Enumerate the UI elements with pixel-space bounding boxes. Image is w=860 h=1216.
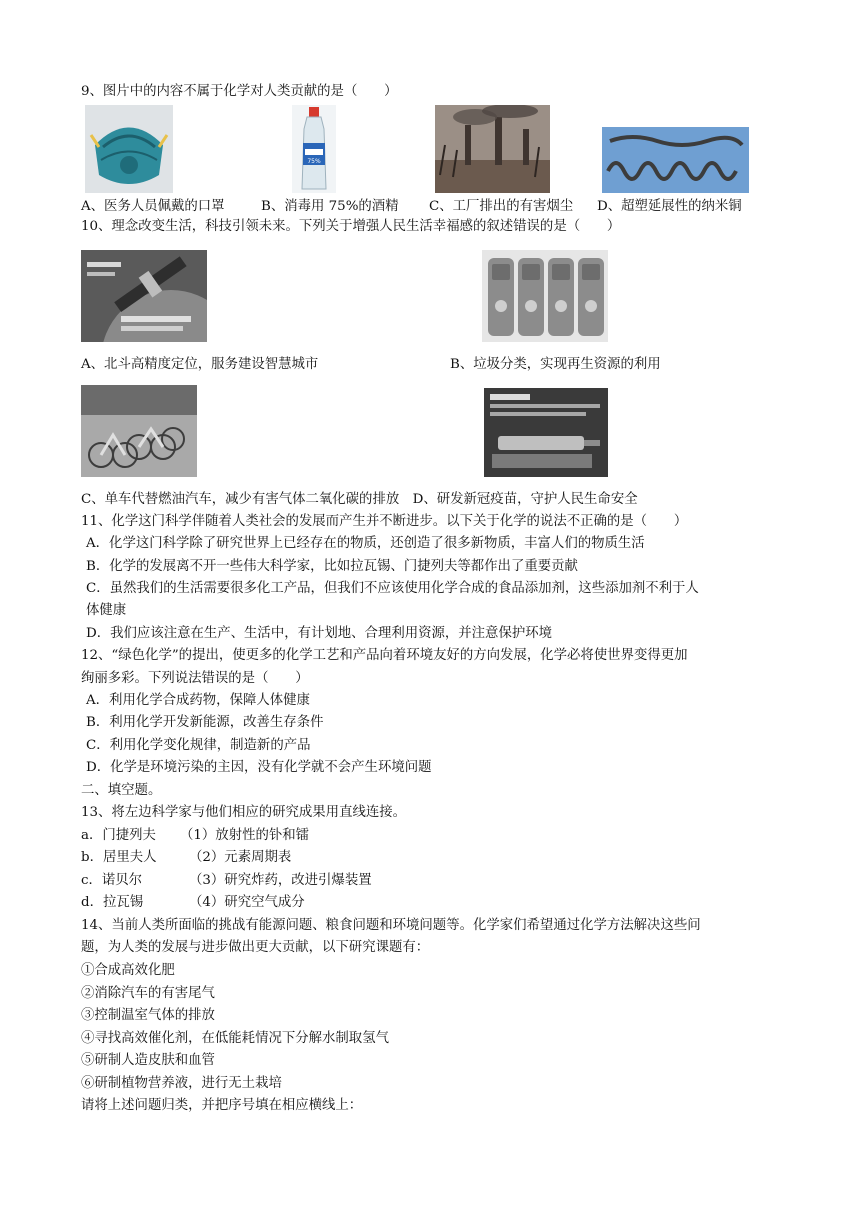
alcohol-label: 75%: [307, 158, 321, 165]
q11-stem: 11、化学这门科学伴随着人类社会的发展而产生并不断进步。以下关于化学的说法不正确的是（ ）: [81, 514, 688, 529]
satellite-icon: [81, 250, 207, 342]
q13-stem: 13、将左边科学家与他们相应的研究成果用直线连接。: [81, 805, 407, 820]
q14-instruction: 请将上述问题归类，并把序号填在相应横线上：: [81, 1098, 363, 1113]
q11-option-c-line1: C．虽然我们的生活需要很多化工产品，但我们不应该使用化学合成的食品添加剂，这些添加剂不利于人: [86, 581, 699, 596]
q11-option-c-line2: 体健康: [86, 603, 127, 618]
factory-smoke-icon: [435, 105, 550, 193]
q13-left-a: a．门捷列夫: [81, 828, 156, 843]
q14-stem-line1: 14、当前人类所面临的挑战有能源问题、粮食问题和环境问题等。化学家们希望通过化学方法解决这些问: [81, 918, 701, 933]
q12-stem-line2: 绚丽多彩。下列说法错误的是（ ）: [81, 671, 309, 686]
q11-option-a: A．化学这门科学除了研究世界上已经存在的物质，还创造了很多新物质，丰富人们的物质生活: [86, 536, 645, 551]
q13-right-1: （1）放射性的钋和镭: [180, 828, 310, 843]
nano-copper-icon: [602, 127, 749, 193]
q10-option-a: A、北斗高精度定位，服务建设智慧城市: [81, 357, 319, 372]
q13-right-4: （4）研究空气成分: [189, 895, 305, 910]
alcohol-bottle-icon: [292, 105, 336, 193]
q11-option-d: D．我们应该注意在生产、生活中，有计划地、合理利用资源，并注意保护环境: [86, 626, 553, 641]
q13-left-c: c．诺贝尔: [81, 873, 143, 888]
q12-option-c: C．利用化学变化规律，制造新的产品: [86, 738, 311, 753]
q14-stem-line2: 题，为人类的发展与进步做出更大贡献，以下研究课题有：: [81, 940, 430, 955]
q11-option-b: B．化学的发展离不开一些伟大科学家，比如拉瓦锡、门捷列夫等都作出了重要贡献: [86, 559, 578, 574]
q13-right-3: （3）研究炸药，改进引爆装置: [189, 873, 372, 888]
q9-option-a: A、医务人员佩戴的口罩: [81, 199, 225, 214]
q10-option-cd: C、单车代替燃油汽车，减少有害气体二氧化碳的排放 D、研发新冠疫苗，守护人民生命安全: [81, 492, 638, 507]
q14-item-2: ②消除汽车的有害尾气: [81, 986, 215, 1001]
q13-left-d: d．拉瓦锡: [81, 895, 144, 910]
mask-icon: [85, 105, 173, 193]
q14-item-5: ⑤研制人造皮肤和血管: [81, 1053, 215, 1068]
q10-option-b: B、垃圾分类，实现再生资源的利用: [450, 357, 661, 372]
q12-stem-line1: 12、“绿色化学”的提出，使更多的化学工艺和产品向着环境友好的方向发展，化学必将使世界变得更加: [81, 648, 688, 663]
recycle-bins-icon: [482, 250, 608, 342]
section-heading: 二、填空题。: [81, 783, 162, 798]
q9-option-b: B、消毒用 75%的酒精: [261, 199, 399, 214]
q14-item-4: ④寻找高效催化剂，在低能耗情况下分解水制取氢气: [81, 1031, 389, 1046]
q13-right-2: （2）元素周期表: [189, 850, 292, 865]
q9-option-d: D、超塑延展性的纳米铜: [597, 199, 742, 214]
bicycles-icon: [81, 385, 197, 477]
vaccine-icon: [484, 388, 608, 477]
q14-item-6: ⑥研制植物营养液，进行无土栽培: [81, 1076, 282, 1091]
q12-option-a: A．利用化学合成药物，保障人体健康: [86, 693, 310, 708]
q14-item-1: ①合成高效化肥: [81, 963, 175, 978]
q12-option-b: B．利用化学开发新能源，改善生存条件: [86, 715, 324, 730]
q14-item-3: ③控制温室气体的排放: [81, 1008, 215, 1023]
q12-option-d: D．化学是环境污染的主因，没有化学就不会产生环境问题: [86, 760, 432, 775]
q9-option-c: C、工厂排出的有害烟尘: [429, 199, 574, 214]
q9-stem: 9、图片中的内容不属于化学对人类贡献的是（ ）: [81, 84, 398, 99]
q10-stem: 10、理念改变生活，科技引领未来。下列关于增强人民生活幸福感的叙述错误的是（ ）: [81, 219, 621, 234]
q13-left-b: b．居里夫人: [81, 850, 157, 865]
